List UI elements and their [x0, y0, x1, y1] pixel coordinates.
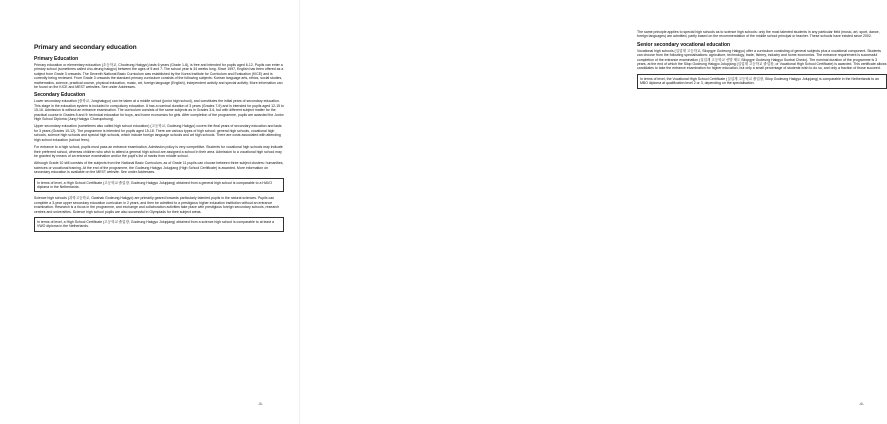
secondary-education-text-2: Upper secondary education (sometimes also called high school education) (고등학교, Godeung Hakgyo) covers the final years of secondary education and lasts for 3 years (Grades 10-12). The programme is intended for pupils aged 15-18. There are various types of high school: general high schools, vocational high schools, science high schools and special high schools, which include foreign language schools and art high schools. There are costs associated with attending high school education (school fees). — [34, 124, 282, 142]
vocational-education-heading: Senior secondary vocational education — [637, 41, 731, 48]
secondary-education-text-3: For entrance to a high school, pupils must pass an entrance examination. Admission policy is very competitive. Students for vocational high schools may indicate their preferred school, whereas children who wish to attend a general high school are assigned a school in their area. Admission to a vocational high school may be granted by means of an entrance examination and/or the pupil's list of marks from middle school. — [34, 145, 283, 158]
primary-education-text: Primary education or elementary education (초등학교, Chodeung Hakgyo) lasts 6 years (Grade 1-6), is free and intended for pupils aged 6-12. Pupils can enter a primary school (sometimes called cho-deung hakgyo) between the ages of 5 and 7. The school year is 34 weeks long. Since 1997, English has been offered as a subject from Grade 3 onwards. The Seventh National Basic Curriculum was established by the Korea Institute for Curriculum and Evaluation (KICE) and is currently being reviewed. From Grade 3 onwards the standard primary curriculum consists of the following subjects: Korean language arts, ethics, social studies, mathematics, science, practical course, physical education, music, art, foreign language (English), independent activity and special activity. More information can be found on the KICE and MEST websites. See under Addresses. — [34, 63, 284, 90]
right-column — [637, 30, 887, 93]
general-high-school-level-text: In terms of level, a High School Certificate (고등학교 졸업장, Godeung Hakgyo Jolupjang) obtained from a general high school is comparable to a HAVO diploma in the Netherlands. — [37, 180, 273, 189]
right-page — [300, 0, 887, 424]
vocational-education-text: Vocational high schools (실업계 고등학교, Silopgye Godeung Hakgyo) offer a curriculum consisting of general subjects plus a vocational component. Students can choose from the following specialisations: agriculture, technology, trade, fishery, industry and home economics. The entrance requirement is successful completion of the entrance examination (실업계 고등학교 선발 제도 Silopgye Godeung Hakgyo Sunbal Chedo). The nominal duration of the programme is 3 years, at the end of which the Silop Godeung Hakgyo Jolupjang (실업계 고등학교 졸업장, or Vocational High School Certificate) is awarded. This certificate allows candidates to take the entrance examination for higher education, but only a small percentage of students wish to do so, and only a fraction of those succeed. — [637, 48, 887, 71]
science-high-school-text: Science high schools (과학고등학교, Gwahak Godeung Hakgyo) are primarily geared towards particularly talented pupils in the natural sciences. Pupils can complete a 3-year upper secondary education curriculum in 2 years, and then be admitted to a prestigious higher education institution without an entrance examination. Research is a focus in the programme, and exchange and collaboration activities take place with prestigious foreign secondary schools, research centres and universities. Science high school pupils are also successful in Olympiads for their subject areas. — [34, 196, 280, 214]
page-number-left: -5- — [258, 401, 263, 406]
vocational-level-box — [637, 74, 887, 89]
page-number-right: -6- — [859, 401, 864, 406]
secondary-education-text-4: Although Grade 10 still consists of the subjects from the National Basic Curriculum, as of Grade 11 pupils can choose between three subject clusters: humanities, sciences or vocational training. At the end of the programme, the Godeung Hakgyo Jolupjang (High School Certificate) is awarded. More information on secondary education is available on the MEST website. See under Addresses. — [34, 161, 284, 175]
page-title: Primary and secondary education — [34, 44, 137, 51]
secondary-education-heading: Secondary Education — [34, 92, 86, 99]
secondary-education-text-1: Lower secondary education (중학교, Junghakgyo) can be taken at a middle school (junior high school), and constitutes the initial years of secondary education. This stage in the education system is included in compulsory education. It has a nominal duration of 3 years (Grades 7-9) and is intended for pupils aged 12-15 to 15-16. Admission is without an entrance examination. The curriculum consists of the same subjects as in Grades 3-6, but with different subject matter for the practical course in Grades 8 and 9: technical education for boys, and home economics for girls. After completion of the programme, pupils are awarded the Junior High School Diploma (Jung Hakgyo Choeupchung). — [34, 99, 285, 122]
science-high-school-level-box — [34, 217, 284, 232]
primary-education-heading: Primary Education — [34, 56, 79, 62]
left-column — [34, 40, 284, 236]
left-page — [0, 0, 300, 424]
special-high-school-text: The same principle applies to special high schools as to science high schools: only the most talented students in any particular field (music, art, sport, dance, foreign languages) are admitted, partly based on the recommendation of the middle school principal or teacher. These schools have existed since 2002. — [637, 30, 880, 39]
general-high-school-level-box — [34, 178, 284, 193]
vocational-level-text: In terms of level, the Vocational High School Certificate (실업계 고등학교 졸업장, Silop Godeung Hakgyo Jolupjang) is comparable in the Netherlands to an MBO diploma at qualification level 2 or 3, depending on the specialisation. — [640, 76, 880, 86]
science-high-school-level-text: In terms of level, a High School Certificate (고등학교 졸업장, Godeung Hakgyo Jolupjang) obtained from a science high school is comparable to at least a VWO diploma in the Netherlands. — [37, 219, 274, 229]
